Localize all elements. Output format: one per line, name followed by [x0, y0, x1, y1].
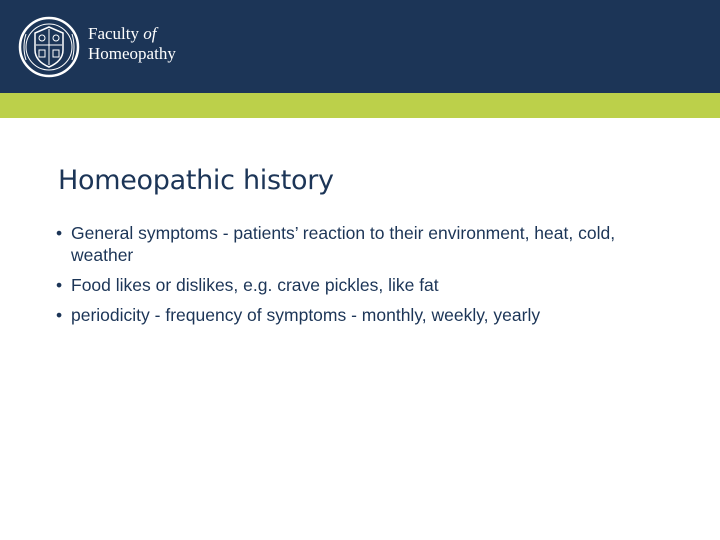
bullet-text: Food likes or dislikes, e.g. crave pickles, like fat: [71, 275, 439, 295]
bullet-list: [56, 222, 676, 334]
bullet-text: periodicity - frequency of symptoms - monthly, weekly, yearly: [71, 305, 541, 325]
bullet-item: [56, 222, 676, 266]
logo-line-2: Homeopathy: [88, 44, 176, 63]
bullet-item: [56, 304, 676, 326]
accent-bar: [0, 93, 720, 118]
bullet-dot: •: [56, 223, 63, 243]
bullet-item: [56, 274, 676, 296]
logo-line-1: Faculty of: [88, 24, 157, 43]
header-bar: [0, 0, 720, 93]
slide-title: Homeopathic history: [58, 165, 334, 196]
bullet-text: General symptoms - patients’ reaction to their environment, heat, cold, weather: [71, 223, 616, 265]
crest-icon: [18, 14, 80, 80]
bullet-dot: •: [56, 305, 63, 325]
bullet-dot: •: [56, 275, 63, 295]
faculty-logo-text: [88, 24, 176, 64]
